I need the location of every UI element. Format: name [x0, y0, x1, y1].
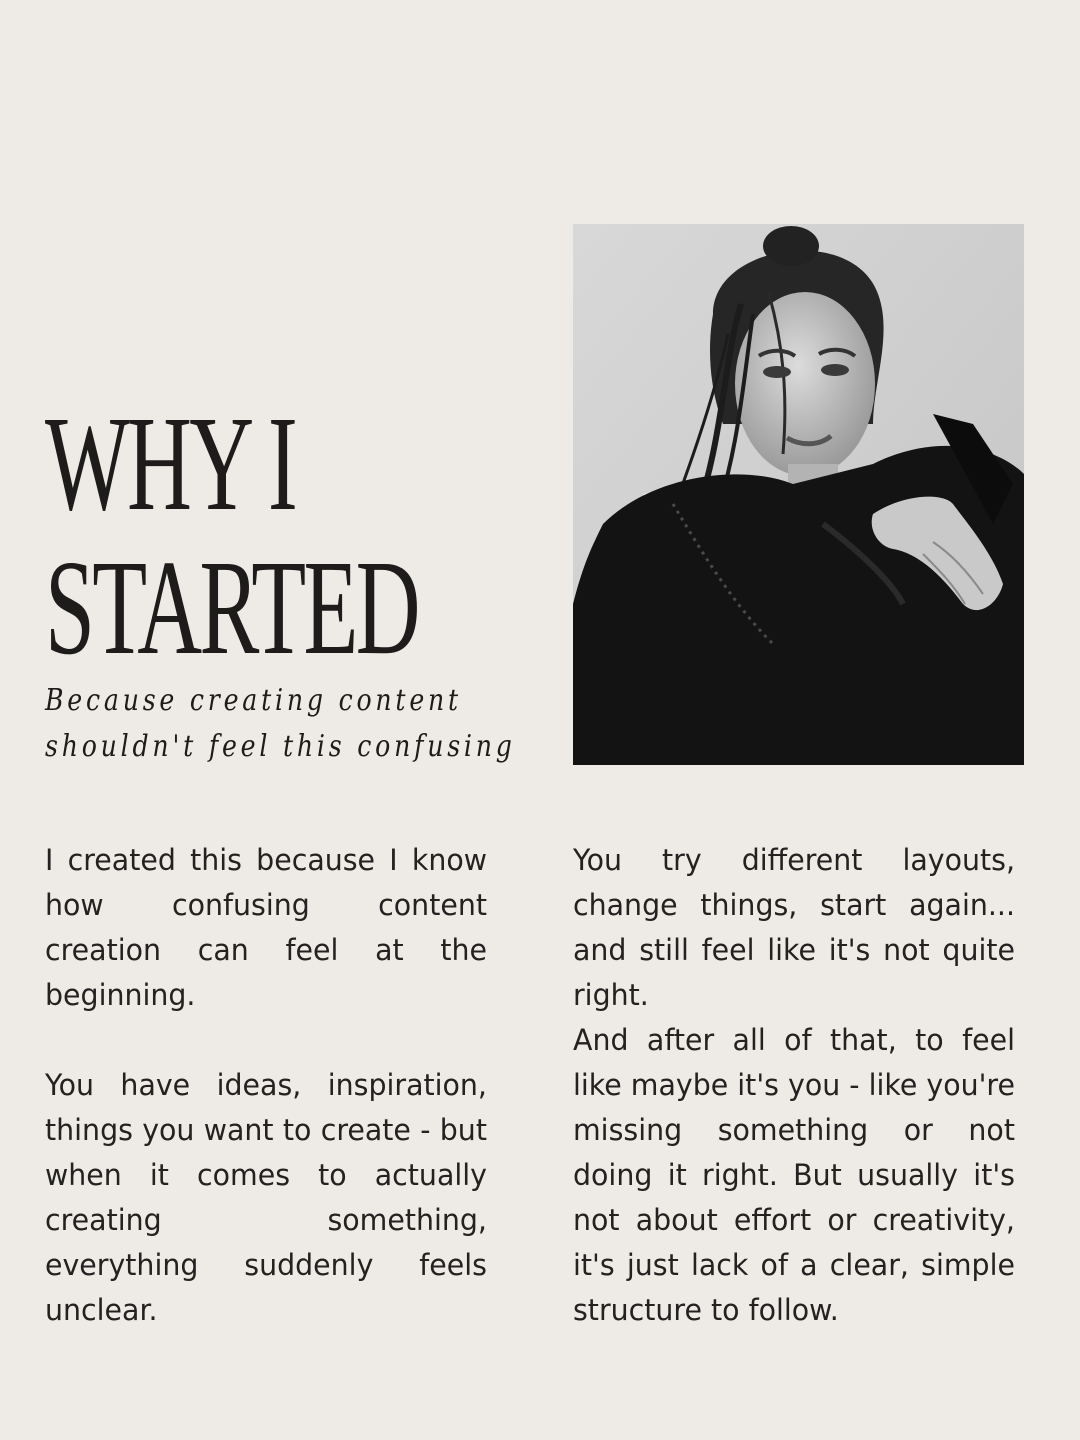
right-paragraph-2: And after all of that, to feel like maybe it's you - like you're missing something or not doing it right. But usually it's not about effort or creativity, it's just lack of a clear, simple structure to follow.: [573, 1023, 1015, 1327]
subtitle-line-2: shouldn't feel this confusing: [45, 729, 516, 764]
portrait-photo-icon: [573, 224, 1024, 765]
page-title: [45, 389, 418, 683]
portrait-photo: [573, 224, 1024, 765]
title-line-1: WHY I: [45, 389, 296, 539]
page-subtitle: [45, 678, 516, 770]
left-text-column: [45, 838, 487, 1333]
left-paragraph-2: You have ideas, inspiration, things you want to create - but when it comes to actually creating something, everything suddenly feels unclear.: [45, 1068, 487, 1327]
left-paragraph-1: I created this because I know how confusing content creation can feel at the beginning.: [45, 843, 487, 1012]
title-line-2: STARTED: [45, 533, 418, 683]
right-paragraph-1: You try different layouts, change things, start again... and still feel like it's not quite right.: [573, 843, 1015, 1012]
right-text-column: [573, 838, 1015, 1333]
subtitle-line-1: Because creating content: [45, 683, 462, 718]
